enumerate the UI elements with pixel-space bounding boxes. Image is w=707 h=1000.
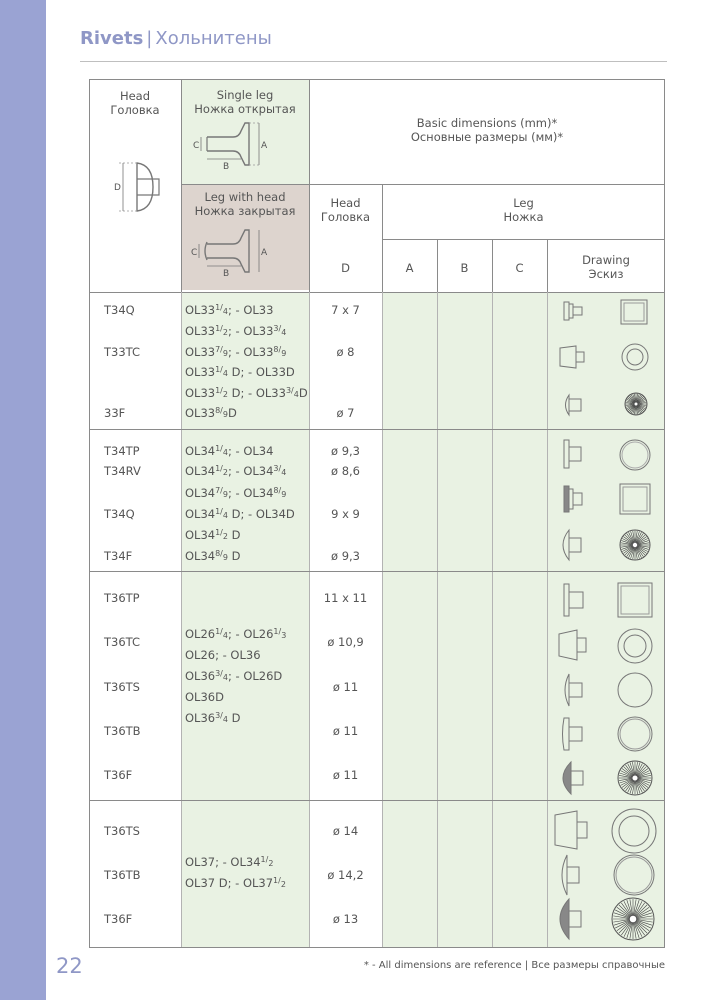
rivet-top-square-icon	[617, 296, 651, 328]
code-line: $OL33^{1/}4$; - OL33	[185, 303, 274, 317]
code-line: $OL26^{1/}4$; - $OL26^{1/}3$	[185, 627, 287, 641]
code-line: $OL33^{1/}2$ D; - $OL33^{3/}4D$	[185, 386, 308, 400]
dim-d: ø 11	[332, 724, 359, 738]
rivet-side-cone-icon	[556, 342, 588, 372]
side-stripe	[0, 0, 46, 1000]
model-label: T34TP	[104, 444, 140, 458]
rivet-side-dome-icon	[559, 671, 593, 709]
code-line: OL36D	[185, 690, 224, 704]
dim-d: 9 x 9	[331, 507, 360, 521]
svg-text:A: A	[261, 141, 268, 151]
model-label: T36F	[104, 912, 133, 926]
title-rule	[80, 61, 667, 62]
dim-d: ø 9,3	[331, 444, 360, 458]
rivet-side-flat-icon	[559, 715, 593, 753]
head-dim-header: Head Головка	[320, 196, 371, 224]
footnote: * - All dimensions are reference | Все размеры справочные	[363, 960, 665, 971]
dim-d: ø 11	[332, 768, 359, 782]
code-line: $OL33^{8/}9D$	[185, 406, 237, 420]
rivet-top-sunburst-icon	[617, 527, 653, 563]
rivet-top-square-icon	[615, 580, 655, 620]
code-line: $OL33^{7/}9$; - $OL33^{8/}9$	[185, 345, 287, 359]
leg-with-head-diagram-icon	[193, 226, 297, 286]
model-label: T33TC	[104, 345, 141, 359]
page-number: 22	[56, 954, 83, 978]
dim-d: 7 x 7	[331, 303, 360, 317]
rivet-side-square-icon	[559, 297, 589, 327]
rivet-side-dome-icon	[557, 527, 589, 563]
model-label: T34Q	[104, 507, 135, 521]
rivet-top-sunburst-icon	[615, 758, 655, 798]
model-label: T36TS	[104, 824, 140, 838]
model-label: T36F	[104, 768, 133, 782]
code-line: $OL33^{1/}4$ D; - OL33D	[185, 365, 295, 379]
head-diagram-icon	[109, 157, 169, 217]
rivet-top-ring-icon	[609, 806, 659, 856]
rivet-top-sunburst-icon	[609, 895, 657, 943]
model-label: T36TP	[104, 591, 140, 605]
rivet-top-ring-icon	[619, 341, 651, 373]
single-leg-header: Single leg Ножка открытая	[194, 88, 296, 116]
code-line: $OL36^{3/}4$ D	[185, 711, 241, 725]
dim-d: ø 10,9	[327, 635, 364, 649]
model-label: T34Q	[104, 303, 135, 317]
code-line: $OL34^{1/}2$ D	[185, 528, 241, 542]
rivet-top-circle-icon	[617, 437, 653, 473]
rivet-top-ring-icon	[615, 626, 655, 666]
dim-d: ø 8	[336, 345, 355, 359]
single-leg-diagram-icon	[193, 119, 297, 179]
model-label: T34F	[104, 549, 133, 563]
svg-text:A: A	[261, 248, 268, 258]
rivet-side-dome-icon	[553, 896, 593, 942]
svg-text:C: C	[193, 141, 200, 151]
model-label: 33F	[104, 406, 126, 420]
code-line: $OL34^{1/}4$; - OL34	[185, 444, 274, 458]
code-line: $OL34^{8/}9$ D	[185, 549, 241, 563]
rivet-top-circle-icon	[615, 670, 655, 710]
code-line: OL26; - OL36	[185, 648, 261, 662]
col-b-header: B	[460, 261, 469, 275]
rivet-top-square-icon	[617, 481, 653, 517]
code-line: OL37; - $OL34^{1/}2$	[185, 855, 274, 869]
rivet-top-circle-icon	[611, 852, 657, 898]
col-d-header: D	[341, 261, 350, 275]
col-a-header: A	[405, 261, 414, 275]
leg-header: Leg Ножка	[503, 196, 544, 224]
rivet-side-dome-icon	[555, 852, 595, 898]
rivet-side-flat-icon	[559, 581, 593, 619]
code-line: $OL34^{1/}4$ D; - OL34D	[185, 507, 295, 521]
page-title: Rivets | Хольнитены	[80, 28, 272, 49]
code-line: $OL36^{3/}4$; - OL26D	[185, 669, 283, 683]
svg-text:B: B	[223, 269, 230, 279]
rivet-top-circle-icon	[615, 714, 655, 754]
code-line: $OL34^{1/}2$; - $OL34^{3/}4$	[185, 464, 287, 478]
code-line: $OL33^{1/}2$; - $OL33^{3/}4$	[185, 324, 287, 338]
rivet-side-square-icon	[559, 482, 589, 516]
model-label: T36TC	[104, 635, 141, 649]
rivets-table	[89, 79, 665, 948]
dim-d: 11 x 11	[323, 591, 368, 605]
model-label: T36TS	[104, 680, 140, 694]
rivet-top-sunburst-icon	[621, 389, 651, 419]
model-label: T36TB	[104, 868, 141, 882]
model-label: T34RV	[104, 464, 141, 478]
rivet-side-dome-icon	[557, 759, 593, 797]
drawing-header: Drawing Эскиз	[582, 253, 630, 281]
dim-d: ø 14,2	[327, 868, 364, 882]
rivet-side-dome-icon	[559, 391, 589, 421]
dim-d: ø 8,6	[331, 464, 360, 478]
dim-d: ø 11	[332, 680, 359, 694]
svg-text:B: B	[223, 162, 230, 172]
code-line: OL37 D; - $OL37^{1/}2$	[185, 876, 286, 890]
dim-d: ø 14	[332, 824, 359, 838]
leg-with-head-header: Leg with head Ножка закрытая	[194, 190, 296, 218]
dim-d: ø 9,3	[331, 549, 360, 563]
col-c-header: C	[515, 261, 524, 275]
code-line: $OL34^{7/}9$; - $OL34^{8/}9$	[185, 486, 287, 500]
model-label: T36TB	[104, 724, 141, 738]
basic-dimensions-header: Basic dimensions (mm)* Основные размеры (мм)*	[410, 116, 564, 144]
rivet-side-cone-icon	[555, 626, 593, 664]
svg-text:D: D	[114, 183, 121, 193]
dim-d: ø 13	[332, 912, 359, 926]
rivet-side-cone-icon	[551, 807, 595, 853]
head-header: Head Головка	[110, 89, 160, 117]
svg-text:C: C	[191, 248, 198, 258]
rivet-side-flat-icon	[559, 437, 589, 471]
dim-d: ø 7	[336, 406, 355, 420]
